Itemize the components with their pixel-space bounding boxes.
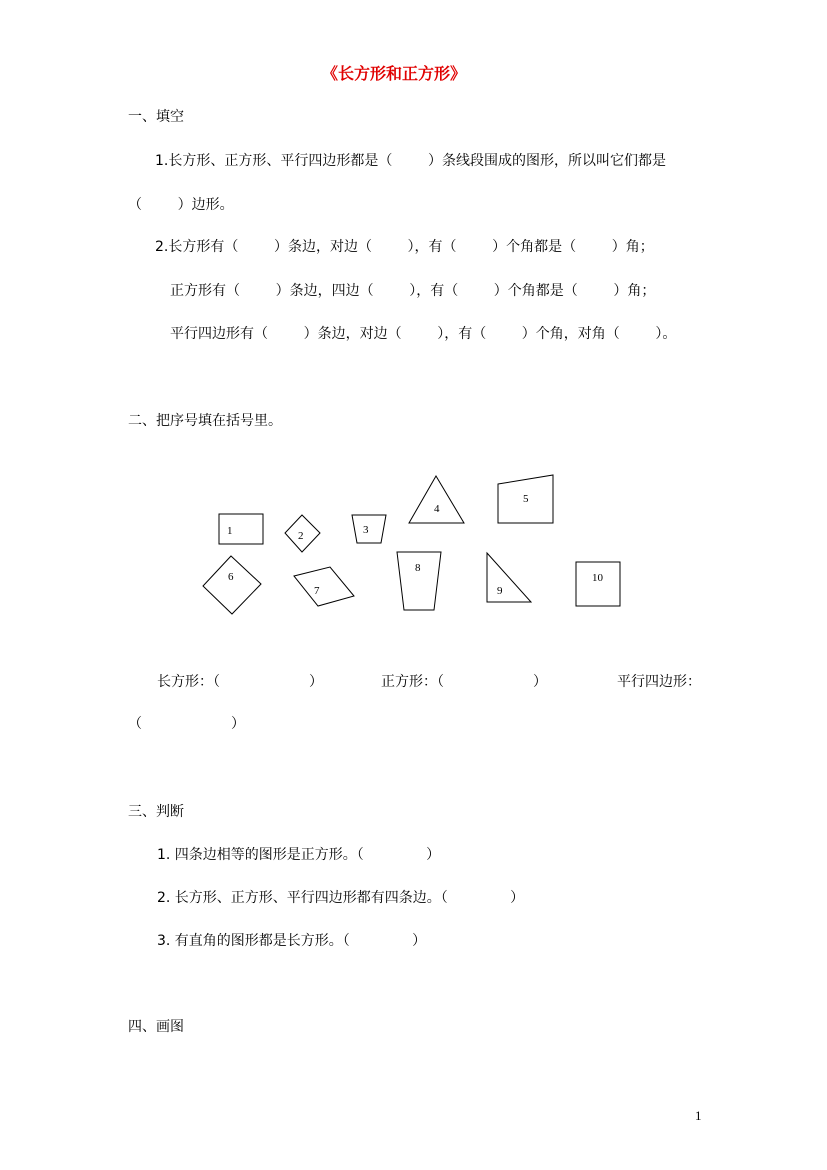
judge-item-3: 3. 有直角的图形都是长方形。（ ） (157, 933, 427, 949)
shape-label-4: 4 (434, 503, 440, 515)
shape-label-6: 6 (228, 571, 234, 583)
answer-rectangle: 长方形：（ ） (157, 674, 324, 690)
fill-question-2-line-1: 2.长方形有（ ）条边，对边（ ），有（ ）个角都是（ ）角； (155, 239, 654, 255)
section-heading-judge: 三、判断 (128, 804, 184, 820)
shape-label-7: 7 (314, 585, 320, 597)
section-heading-draw: 四、画图 (128, 1019, 184, 1035)
fill-question-2-line-2: 正方形有（ ）条边，四边（ ），有（ ）个角都是（ ）角； (170, 283, 656, 299)
shape-8-trapezoid (397, 552, 441, 610)
shape-1-rectangle (219, 514, 263, 544)
shape-label-10: 10 (592, 572, 603, 584)
judge-item-1: 1. 四条边相等的图形是正方形。（ ） (157, 847, 441, 863)
shape-9-right-triangle (487, 553, 531, 602)
section-heading-fill: 一、填空 (128, 109, 184, 125)
shape-label-9: 9 (497, 585, 503, 597)
shape-6-square-rotated (203, 556, 261, 614)
shape-7-parallelogram (294, 567, 354, 606)
fill-question-1-line-1: 1.长方形、正方形、平行四边形都是（ ）条线段围成的图形，所以叫它们都是 (155, 153, 666, 169)
judge-item-2: 2. 长方形、正方形、平行四边形都有四条边。（ ） (157, 890, 525, 906)
shape-4-triangle (409, 476, 464, 523)
shape-label-1: 1 (227, 525, 233, 537)
answer-parallelogram-label: 平行四边形： (617, 674, 701, 690)
fill-question-1-line-2: （ ）边形。 (128, 197, 234, 213)
answer-parallelogram-blank: （ ） (128, 716, 246, 732)
shape-label-2: 2 (298, 530, 304, 542)
shape-label-8: 8 (415, 562, 421, 574)
answer-square: 正方形：（ ） (381, 674, 548, 690)
shape-label-3: 3 (363, 524, 369, 536)
section-heading-classify: 二、把序号填在括号里。 (128, 413, 282, 429)
shape-3-trapezoid (352, 515, 386, 543)
shape-label-5: 5 (523, 493, 529, 505)
page-number: 1 (695, 1108, 702, 1123)
shape-10-square (576, 562, 620, 606)
page-title: 《长方形和正方形》 (322, 64, 467, 83)
fill-question-2-line-3: 平行四边形有（ ）条边，对边（ ），有（ ）个角，对角（ ）。 (170, 326, 677, 342)
